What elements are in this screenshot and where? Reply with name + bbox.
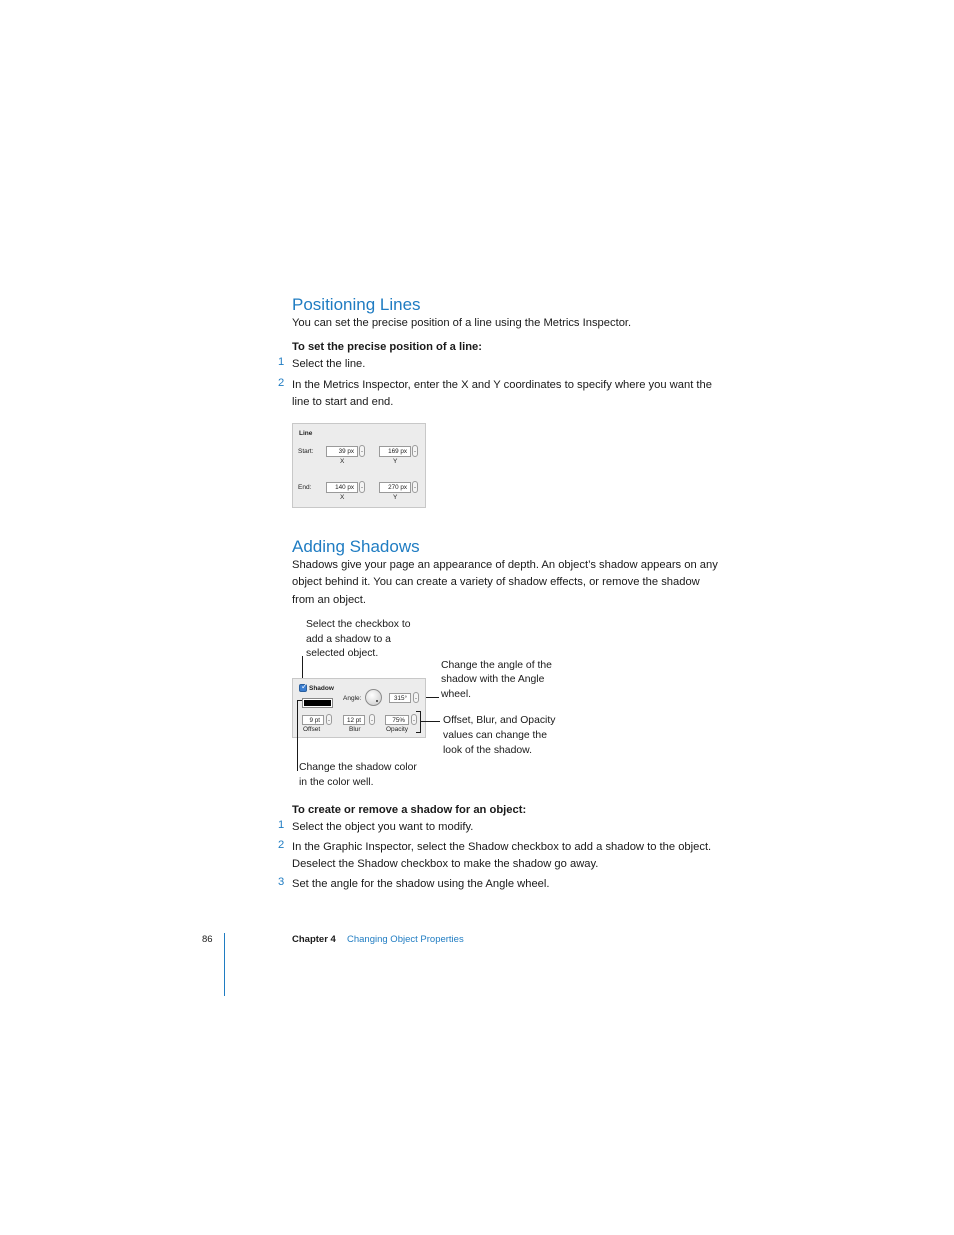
callout-values: Offset, Blur, and Opacity [443,715,556,726]
start-label: Start: [298,448,314,455]
step-number: 2 [278,377,285,389]
section-intro: from an object. [292,594,366,606]
section-heading-positioning-lines: Positioning Lines [292,295,421,314]
x-axis-label: X [340,458,345,465]
offset-field[interactable]: 9 pt [302,715,324,725]
page-number: 86 [202,934,213,945]
callout-angle: Change the angle of the [441,660,552,671]
shadow-color-well[interactable] [302,698,333,708]
callout-line-values [420,721,440,722]
blur-stepper[interactable] [369,714,375,725]
step-number: 2 [278,839,285,851]
angle-label: Angle: [343,695,362,702]
section-heading-adding-shadows: Adding Shadows [292,537,420,556]
start-x-stepper[interactable] [359,445,365,457]
start-y-stepper[interactable] [412,445,418,457]
end-x-field[interactable]: 140 px [326,482,358,493]
color-swatch [304,700,331,706]
callout-color: in the color well. [299,777,374,788]
angle-indicator-icon [376,700,378,702]
footer-chapter: Chapter 4 [292,934,336,945]
step-number: 3 [278,876,285,888]
offset-stepper[interactable] [326,714,332,725]
end-x-stepper[interactable] [359,481,365,493]
callout-checkbox: Select the checkbox to [306,619,411,630]
step-text: Select the object you want to modify. [292,821,474,833]
blur-label: Blur [349,726,361,733]
step-text: In the Metrics Inspector, enter the X and Y coordinates to specify where you want the [292,379,712,391]
footer-chapter-title: Changing Object Properties [347,934,464,945]
checkmark-icon: ✓ [301,682,308,691]
section-intro: object behind it. You can create a variety of shadow effects, or remove the shadow [292,576,700,588]
shadow-inspector-panel [292,678,426,738]
callout-angle: wheel. [441,689,472,700]
end-label: End: [298,484,312,491]
shadow-checkbox[interactable] [299,684,307,692]
step-text-continued: Deselect the Shadow checkbox to make the shadow go away. [292,858,599,870]
opacity-field[interactable]: 75% [385,715,409,725]
line-metrics-panel [292,423,426,508]
step-number: 1 [278,819,285,831]
opacity-label: Opacity [386,726,409,733]
panel-title: Line [299,430,313,437]
x-axis-label: X [340,494,345,501]
task-heading: To set the precise position of a line: [292,341,483,353]
step-text-continued: line to start and end. [292,396,394,408]
angle-stepper[interactable] [413,692,419,703]
section-intro: You can set the precise position of a line using the Metrics Inspector. [292,317,632,329]
start-x-field[interactable]: 39 px [326,446,358,457]
blur-field[interactable]: 12 pt [343,715,365,725]
step-number: 1 [278,356,285,368]
angle-wheel[interactable] [365,689,382,706]
step-text: In the Graphic Inspector, select the Shadow checkbox to add a shadow to the object. [292,841,712,853]
callout-checkbox: add a shadow to a [306,634,391,645]
callout-angle: shadow with the Angle [441,674,545,685]
offset-label: Offset [303,726,321,733]
callout-checkbox: selected object. [306,648,379,659]
y-axis-label: Y [393,494,398,501]
callout-values: values can change the [443,730,547,741]
start-y-field[interactable]: 169 px [379,446,411,457]
angle-field[interactable]: 315° [389,693,411,703]
callout-color: Change the shadow color [299,762,417,773]
callout-bracket-values [416,711,421,733]
section-intro: Shadows give your page an appearance of depth. An object’s shadow appears on any [292,559,718,571]
step-text: Select the line. [292,358,366,370]
callout-values: look of the shadow. [443,745,532,756]
step-text: Set the angle for the shadow using the Angle wheel. [292,878,550,890]
y-axis-label: Y [393,458,398,465]
task-heading: To create or remove a shadow for an object: [292,804,527,816]
shadow-title: Shadow [309,685,334,692]
end-y-field[interactable]: 270 px [379,482,411,493]
end-y-stepper[interactable] [412,481,418,493]
footer-divider [224,933,225,996]
